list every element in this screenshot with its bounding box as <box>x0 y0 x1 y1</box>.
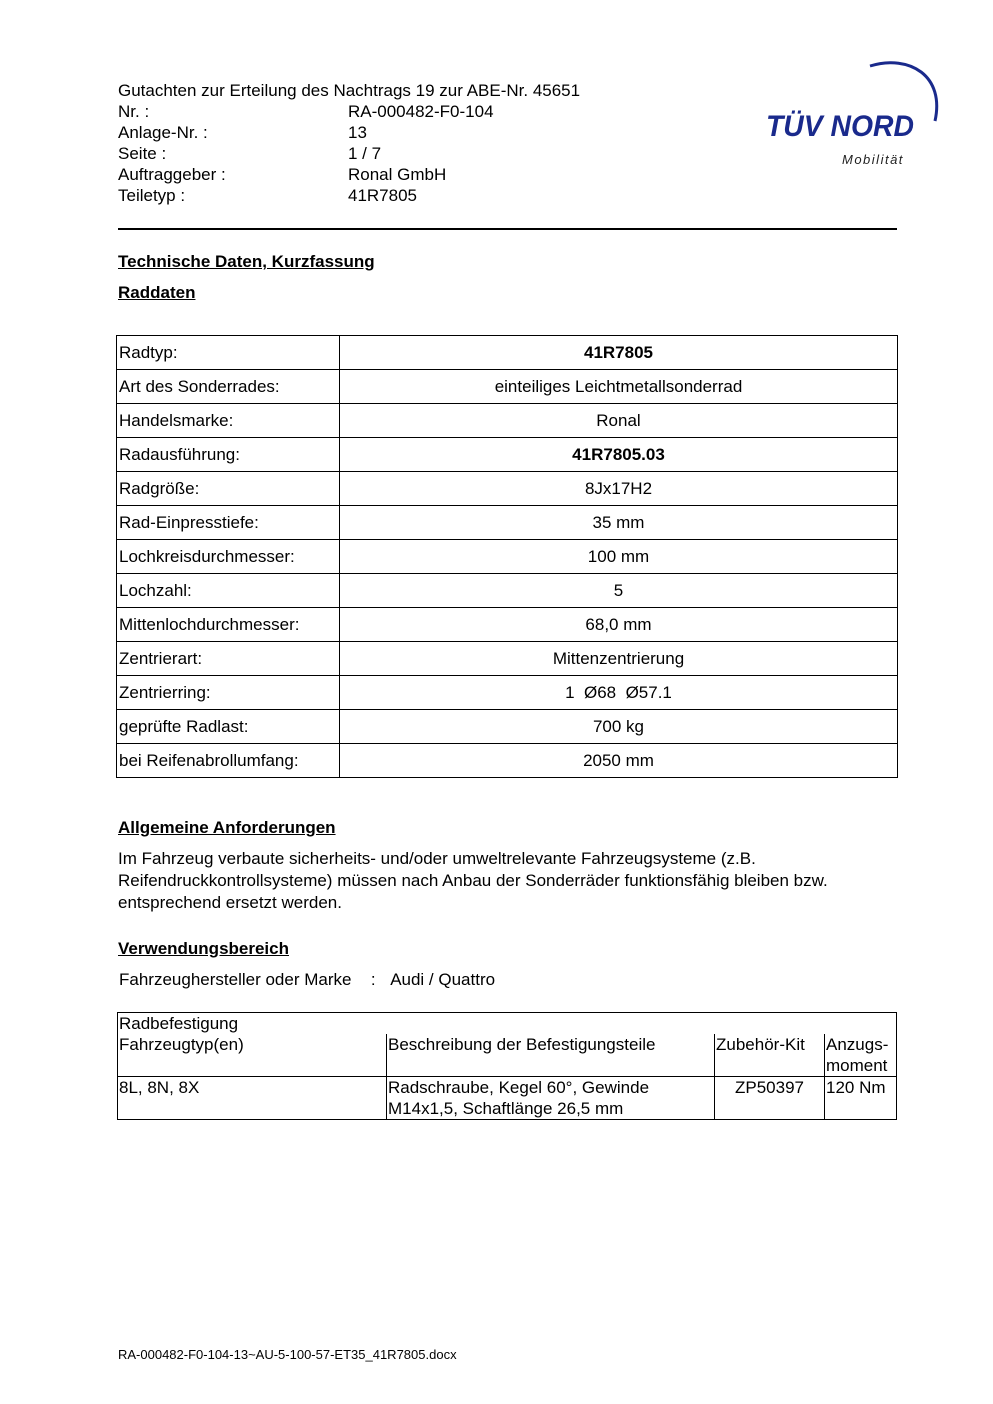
row-label: Lochkreisdurchmesser: <box>117 540 340 574</box>
table-title-row <box>118 1013 897 1035</box>
report-title: Gutachten zur Erteilung des Nachtrags 19 zur ABE-Nr. 45651 <box>118 81 581 100</box>
row-value: 700 kg <box>340 710 898 744</box>
table-row <box>117 642 898 676</box>
column-header: Anzugs- moment <box>825 1034 897 1077</box>
header-row-auftraggeber <box>118 164 446 185</box>
row-label: Mittenlochdurchmesser: <box>117 608 340 642</box>
table-title: Radbefestigung <box>118 1013 897 1035</box>
table-row <box>117 438 898 472</box>
row-label: Radgröße: <box>117 472 340 506</box>
header-label: Nr. : <box>118 102 150 121</box>
table-row <box>117 744 898 778</box>
row-value: Ronal <box>340 404 898 438</box>
table-row <box>117 472 898 506</box>
header-value: 41R7805 <box>348 186 418 205</box>
row-value: 41R7805 <box>340 336 898 370</box>
header-row-teiletyp <box>118 185 417 206</box>
header-label: Anlage-Nr. : <box>118 123 208 142</box>
row-label: Handelsmarke: <box>117 404 340 438</box>
row-value: einteiliges Leichtmetallsonderrad <box>340 370 898 404</box>
column-header: Zubehör-Kit <box>715 1034 825 1077</box>
table-row <box>117 370 898 404</box>
row-label: Radtyp: <box>117 336 340 370</box>
table-row <box>117 540 898 574</box>
header-divider <box>118 228 897 230</box>
header-value: Ronal GmbH <box>348 165 447 184</box>
row-label: bei Reifenabrollumfang: <box>117 744 340 778</box>
header-value: 1 / 7 <box>348 144 382 163</box>
header-value: 13 <box>348 123 367 142</box>
column-header: Fahrzeugtyp(en) <box>118 1034 387 1077</box>
section-subtitle: Raddaten <box>118 283 196 302</box>
header-label: Teiletyp : <box>118 186 186 205</box>
header-row-anlage <box>118 122 367 143</box>
footer-filename: RA-000482-F0-104-13~AU-5-100-57-ET35_41R7805.docx <box>118 1347 457 1362</box>
table-row <box>117 710 898 744</box>
table-row <box>117 404 898 438</box>
row-label: Radausführung: <box>117 438 340 472</box>
cell-anzugsmoment: 120 Nm <box>825 1077 897 1120</box>
table-row <box>117 336 898 370</box>
column-header: Beschreibung der Befestigungsteile <box>387 1034 715 1077</box>
cell-zubehoer-kit: ZP50397 <box>715 1077 825 1120</box>
row-label: Lochzahl: <box>117 574 340 608</box>
verwendung-title: Verwendungsbereich <box>118 939 289 958</box>
row-value: 41R7805.03 <box>340 438 898 472</box>
hersteller-label: Fahrzeughersteller oder Marke <box>119 970 352 989</box>
row-value: 68,0 mm <box>340 608 898 642</box>
header-label: Auftraggeber : <box>118 165 226 184</box>
row-label: Art des Sonderrades: <box>117 370 340 404</box>
logo-brand-text: TÜV NORD <box>766 110 914 143</box>
radbefestigung-table <box>117 1012 897 1120</box>
table-header-row <box>118 1034 897 1077</box>
cell-fahrzeugtyp: 8L, 8N, 8X <box>118 1077 387 1120</box>
table-row <box>118 1077 897 1120</box>
section-title: Technische Daten, Kurzfassung <box>118 252 375 271</box>
header-label: Seite : <box>118 144 167 163</box>
anforderungen-text: Im Fahrzeug verbaute sicherheits- und/oder umweltrelevante Fahrzeugsysteme (z.B. Reifendruckkontrollsysteme) müssen nach Anbau der Sonderräder funktionsfähig bleiben bzw. entsprechend ersetzt werden. <box>118 849 828 912</box>
row-value: 5 <box>340 574 898 608</box>
raddaten-table <box>116 335 898 778</box>
hersteller-separator: : <box>370 970 376 989</box>
row-label: geprüfte Radlast: <box>117 710 340 744</box>
tuev-nord-logo <box>760 56 945 176</box>
row-label: Zentrierring: <box>117 676 340 710</box>
header-row-nr <box>118 101 494 122</box>
logo-sub-text: Mobilität <box>842 152 904 167</box>
table-row <box>117 574 898 608</box>
row-value: Mittenzentrierung <box>340 642 898 676</box>
hersteller-line <box>119 970 495 990</box>
row-value: 35 mm <box>340 506 898 540</box>
anforderungen-title: Allgemeine Anforderungen <box>118 818 336 837</box>
hersteller-value: Audi / Quattro <box>390 970 496 989</box>
header-row-seite <box>118 143 381 164</box>
header-value: RA-000482-F0-104 <box>348 102 494 121</box>
row-value: 8Jx17H2 <box>340 472 898 506</box>
row-label: Zentrierart: <box>117 642 340 676</box>
row-value: 1 Ø68 Ø57.1 <box>340 676 898 710</box>
row-value: 100 mm <box>340 540 898 574</box>
row-label: Rad-Einpresstiefe: <box>117 506 340 540</box>
table-row <box>117 506 898 540</box>
table-row <box>117 608 898 642</box>
cell-beschreibung: Radschraube, Kegel 60°, Gewinde M14x1,5, Schaftlänge 26,5 mm <box>387 1077 715 1120</box>
table-row <box>117 676 898 710</box>
row-value: 2050 mm <box>340 744 898 778</box>
